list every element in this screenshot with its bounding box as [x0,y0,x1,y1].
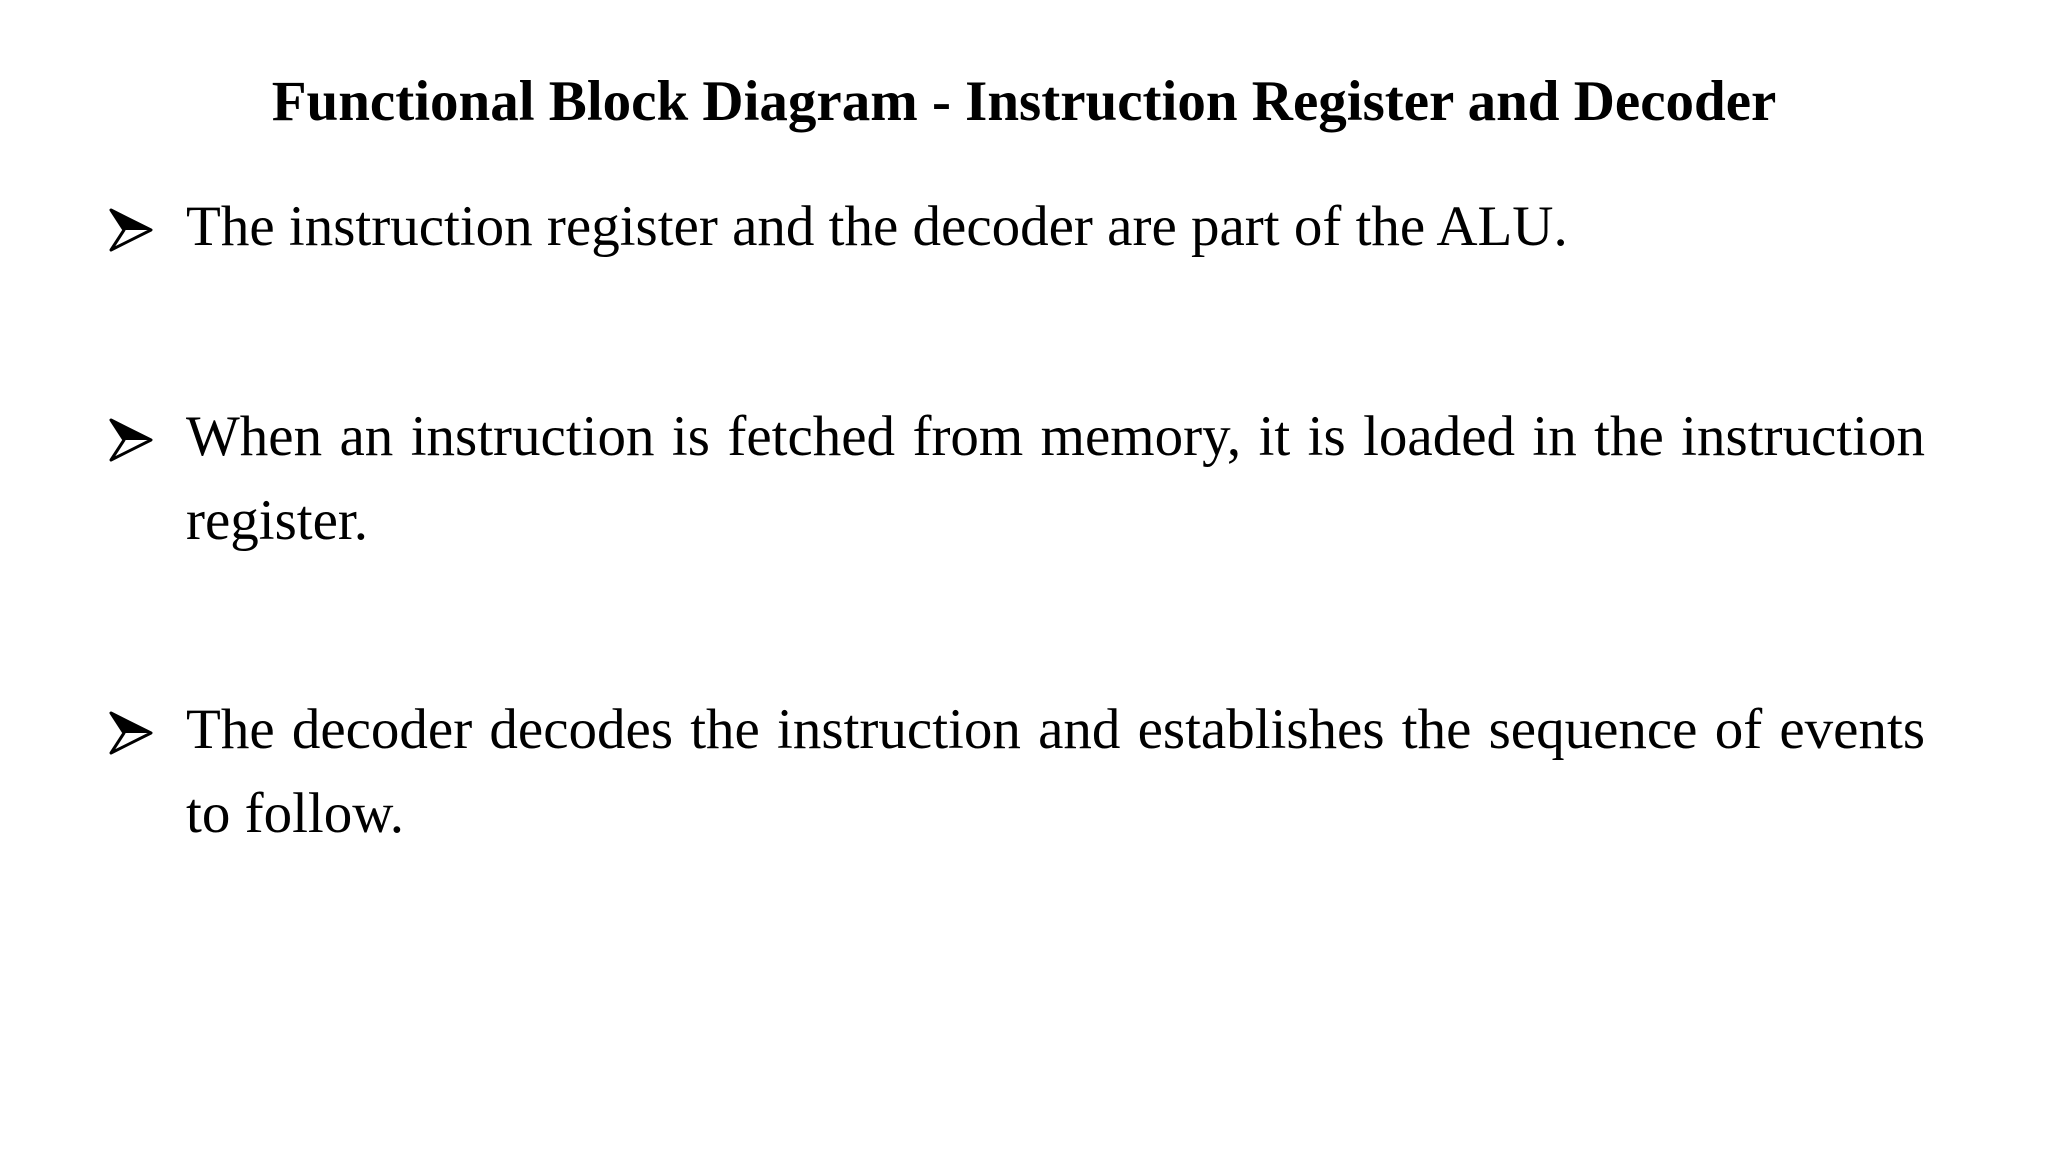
arrow-bullet-icon [108,207,154,253]
slide-title: Functional Block Diagram - Instruction Register and Decoder [271,70,1777,133]
bullet-text: When an instruction is fetched from memory, it is loaded in the instruction register. [186,405,1925,552]
arrow-bullet-icon [108,710,154,756]
arrow-bullet-icon [108,417,154,463]
bullet-text: The decoder decodes the instruction and establishes the sequence of events to follow. [186,698,1925,845]
bullet-text: The instruction register and the decoder are part of the ALU. [186,195,1568,258]
